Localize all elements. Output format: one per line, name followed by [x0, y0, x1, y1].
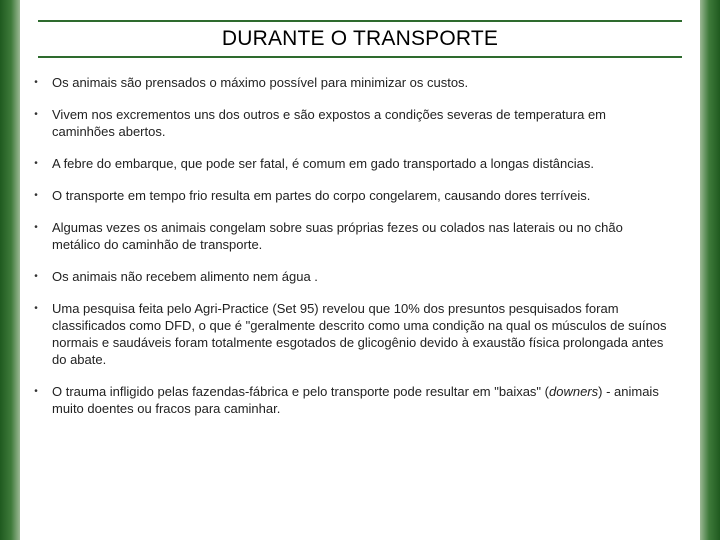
bullet-icon: •: [34, 303, 38, 314]
bullet-item-4: [30, 187, 670, 204]
bullet-icon: •: [34, 158, 38, 169]
bullet-item-8: [30, 383, 670, 417]
bullet-text: [52, 384, 659, 416]
bullet-icon: •: [34, 190, 38, 201]
bullet-text: Os animais não recebem alimento nem água .: [52, 269, 318, 284]
bullet-list: [30, 74, 670, 432]
bullet-text-part: ) - animais muito doentes ou fracos para caminhar.: [52, 384, 659, 416]
bullet-item-7: [30, 300, 670, 368]
bullet-text-italic: downers: [549, 384, 599, 399]
bullet-icon: •: [34, 271, 38, 282]
bullet-icon: •: [34, 386, 38, 397]
right-decorative-bar: [700, 0, 720, 540]
bullet-item-3: [30, 155, 670, 172]
bullet-item-6: [30, 268, 670, 285]
bullet-text: Algumas vezes os animais congelam sobre suas próprias fezes ou colados nas laterais ou no chão metálico do caminhão de transporte.: [52, 220, 623, 252]
bullet-icon: •: [34, 222, 38, 233]
bullet-text: Uma pesquisa feita pelo Agri-Practice (Set 95) revelou que 10% dos presuntos pesquisados foram classificados como DFD, o que é "geralmente descrito como uma condição na qual os músculos de suínos normais e saudáveis foram totalmente esgotados de glicogênio devido à exaustão física prolongada antes do abate.: [52, 301, 667, 367]
slide-title: DURANTE O TRANSPORTE: [221, 27, 499, 50]
bullet-text: Os animais são prensados o máximo possível para minimizar os custos.: [52, 75, 469, 90]
bullet-text-part: O trauma infligido pelas fazendas-fábrica e pelo transporte pode resultar em "baixas" (: [52, 384, 549, 399]
left-decorative-bar: [0, 0, 20, 540]
title-bottom-rule: [38, 56, 682, 58]
bullet-text: Vivem nos excrementos uns dos outros e são expostos a condições severas de temperatura em caminhões abertos.: [52, 107, 606, 139]
bullet-icon: •: [34, 77, 38, 88]
bullet-item-2: [30, 106, 670, 140]
bullet-item-1: [30, 74, 670, 91]
bullet-item-5: [30, 219, 670, 253]
bullet-text: O transporte em tempo frio resulta em partes do corpo congelarem, causando dores terríveis.: [52, 188, 591, 203]
bullet-text: A febre do embarque, que pode ser fatal, é comum em gado transportado a longas distâncias.: [52, 156, 595, 171]
title-top-rule: [38, 20, 682, 22]
bullet-icon: •: [34, 109, 38, 120]
